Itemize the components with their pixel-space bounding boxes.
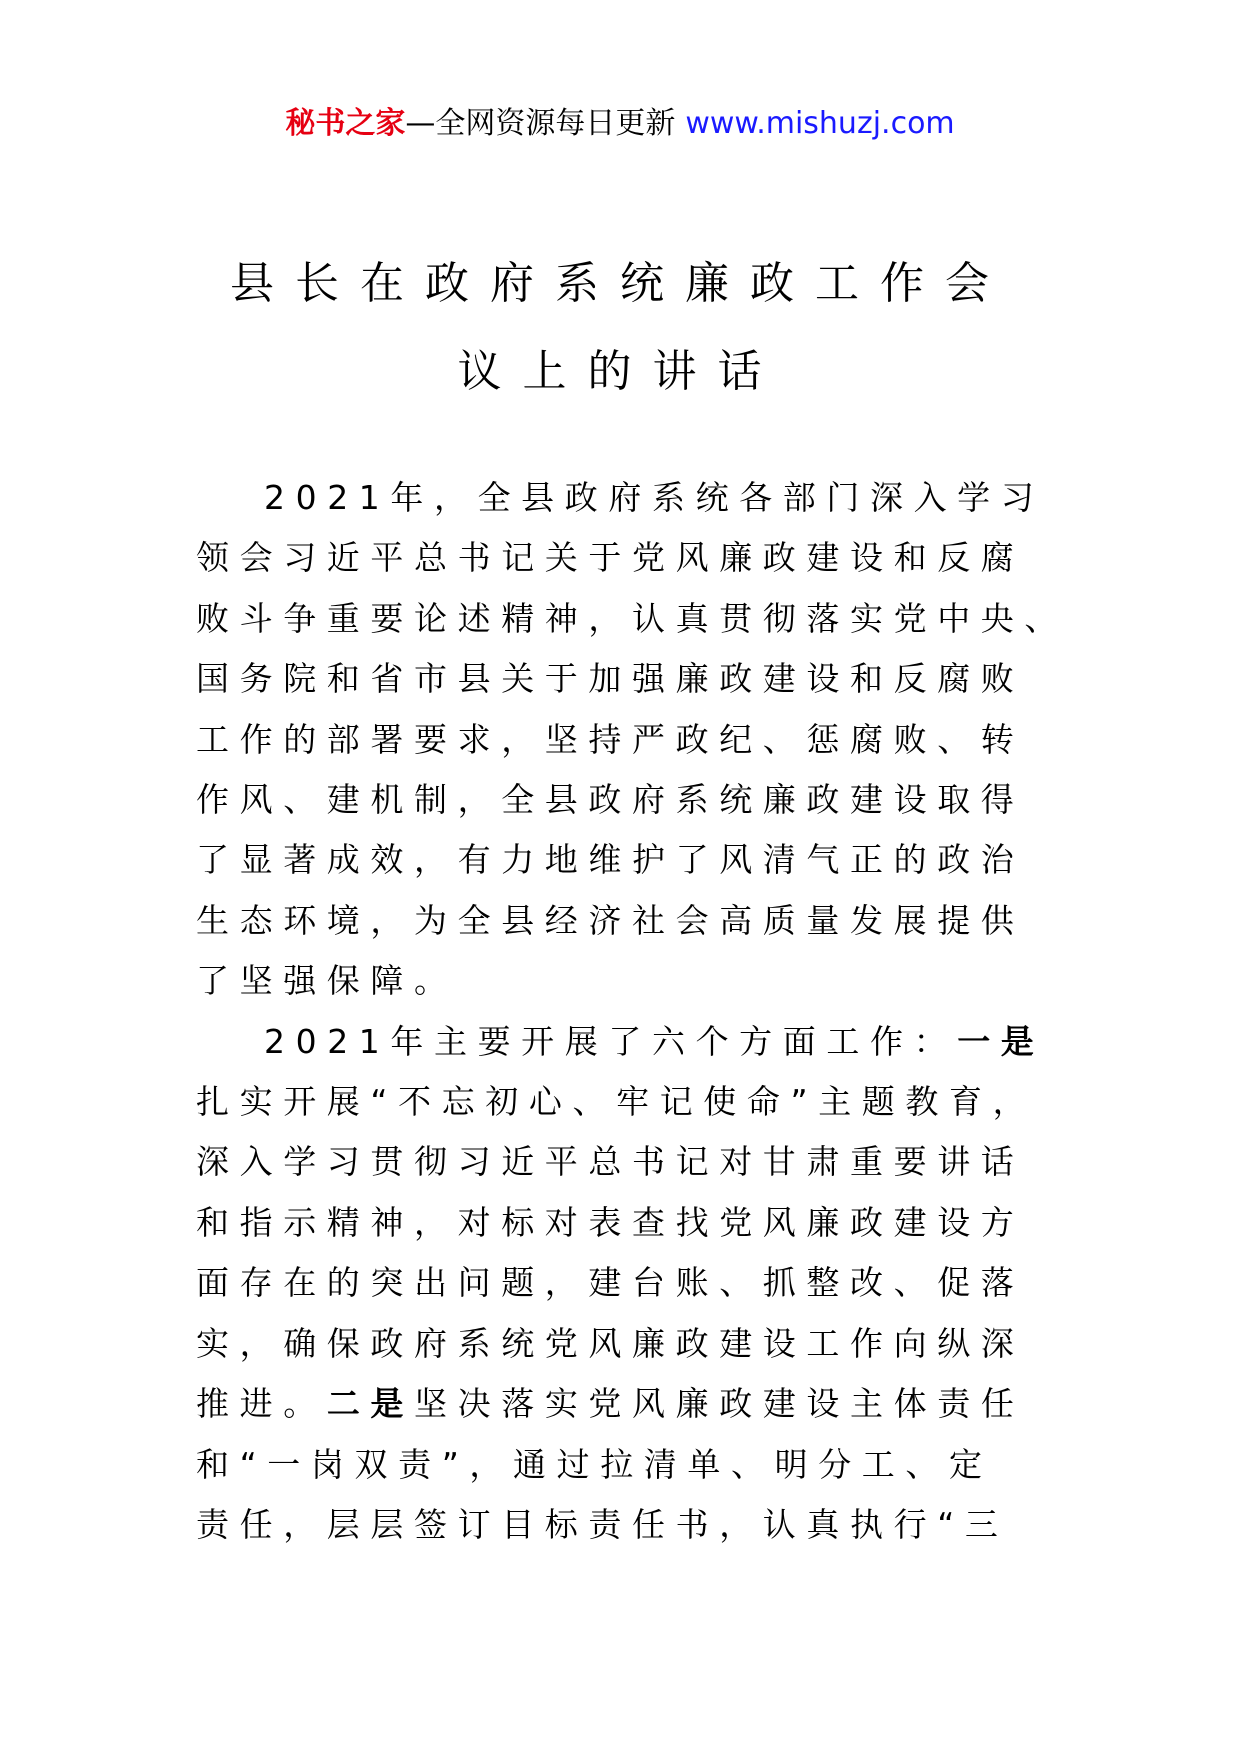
paragraph-text: 2021年主要开展了六个方面工作： bbox=[264, 1021, 958, 1061]
paragraph-line: 扎实开展“不忘初心、牢记使命”主题教育， bbox=[196, 1082, 1037, 1122]
paragraph-line bbox=[196, 1374, 1056, 1434]
paragraph-1 bbox=[196, 468, 1068, 1012]
paragraph-line: 了显著成效，有力地维护了风清气正的政治 bbox=[196, 840, 1025, 880]
title-line-1: 县长在政府系统廉政工作会 bbox=[230, 258, 1010, 309]
paragraph-text: 坚决落实党风廉政建设主体责任 bbox=[414, 1384, 1025, 1424]
title-line-2: 议上的讲话 bbox=[457, 346, 783, 397]
paragraph-line: 深入学习贯彻习近平总书记对甘肃重要讲话 bbox=[196, 1142, 1025, 1182]
paragraph-line bbox=[196, 1012, 1056, 1072]
document-body bbox=[196, 468, 1068, 1555]
paragraph-line: 工作的部署要求，坚持严政纪、惩腐败、转 bbox=[196, 719, 1025, 759]
document-title bbox=[0, 240, 1240, 416]
paragraph-2 bbox=[196, 1012, 1056, 1556]
paragraph-line: 国务院和省市县关于加强廉政建设和反腐败 bbox=[196, 659, 1025, 699]
bold-ordinal: 二是 bbox=[326, 1384, 415, 1424]
paragraph-line: 和“一岗双责”，通过拉清单、明分工、定 bbox=[196, 1444, 993, 1484]
paragraph-line: 作风、建机制，全县政府系统廉政建设取得 bbox=[196, 780, 1025, 820]
paragraph-line: 责任，层层签订目标责任书，认真执行“三 bbox=[196, 1504, 1009, 1544]
site-url-link[interactable]: www.mishuzj.com bbox=[685, 106, 955, 141]
paragraph-line: 了坚强保障。 bbox=[196, 961, 458, 1001]
paragraph-line: 领会习近平总书记关于党风廉政建设和反腐 bbox=[196, 538, 1025, 578]
paragraph-line: 2021年，全县政府系统各部门深入学习 bbox=[264, 478, 1045, 517]
site-brand: 秘书之家 bbox=[285, 106, 406, 141]
bold-ordinal: 一是 bbox=[957, 1021, 1045, 1061]
paragraph-text: 推进。 bbox=[196, 1384, 327, 1424]
paragraph-line: 败斗争重要论述精神，认真贯彻落实党中央、 bbox=[196, 598, 1068, 638]
paragraph-line: 实，确保政府系统党风廉政建设工作向纵深 bbox=[196, 1323, 1025, 1363]
site-header bbox=[0, 100, 1240, 148]
paragraph-line: 和指示精神，对标对表查找党风廉政建设方 bbox=[196, 1202, 1025, 1242]
paragraph-line: 生态环境，为全县经济社会高质量发展提供 bbox=[196, 900, 1025, 940]
site-tagline: —全网资源每日更新 bbox=[405, 106, 676, 141]
paragraph-line: 面存在的突出问题，建台账、抓整改、促落 bbox=[196, 1263, 1025, 1303]
